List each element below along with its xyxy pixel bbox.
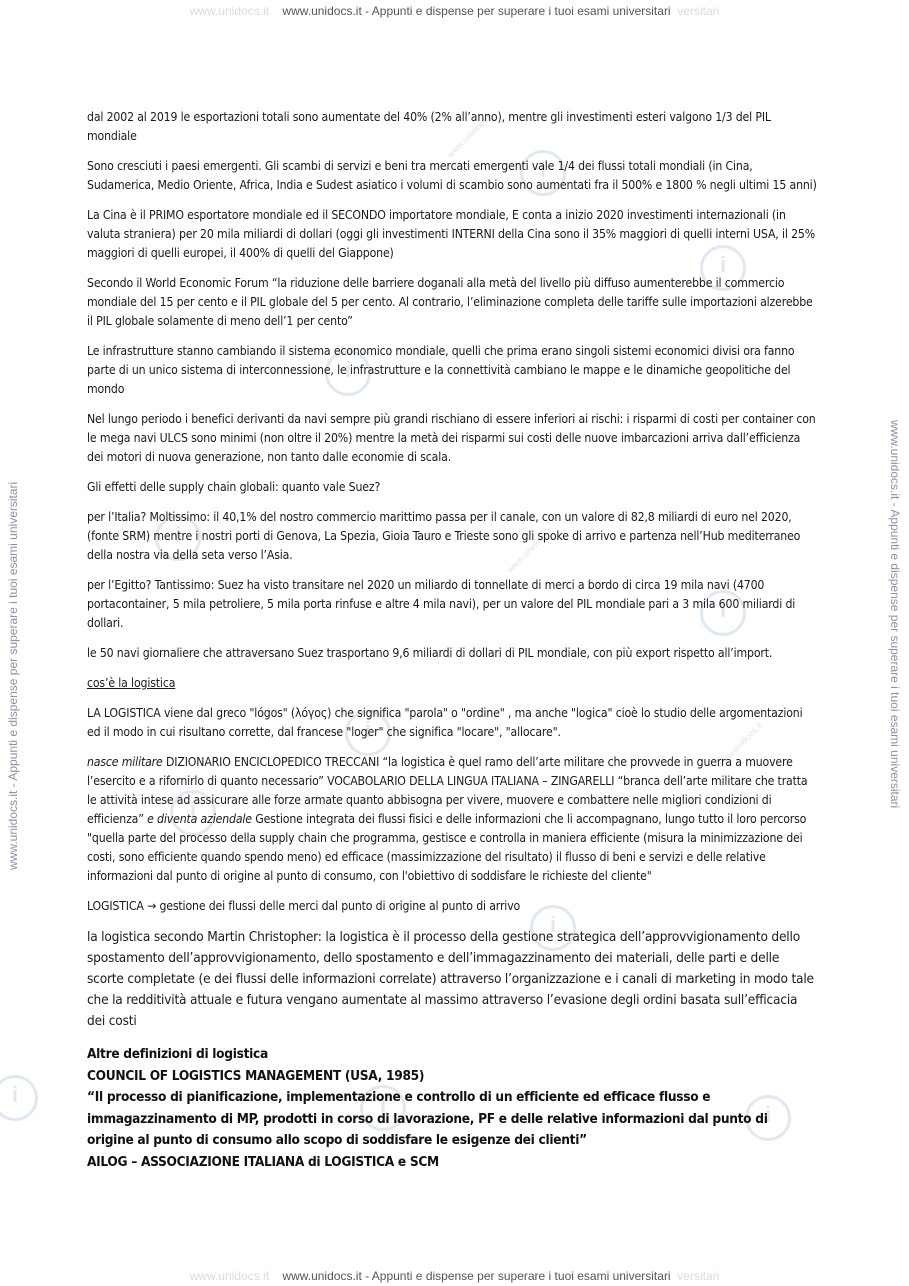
paragraph-exports: dal 2002 al 2019 le esportazioni totali sono aumentate del 40% (2% all’anno), mentre gli investimenti esteri valgono 1/3 del PIL mondiale — [87, 110, 771, 143]
paragraph-suez-question: Gli effetti delle supply chain globali: quanto vale Suez? — [87, 480, 381, 494]
footer-text: www.unidocs.it - Appunti e dispense per superare i tuoi esami universitari — [282, 1269, 671, 1283]
paragraph-wef: Secondo il World Economic Forum “la riduzione delle barriere doganali alla metà del livello più diffuso aumenterebbe il commercio mondiale del 15 per cento e il PIL globale del 5 per cento. Al contrario, l’eliminazione completa delle tariffe sulle importazioni alzerebbe il PIL globale solamente di meno dell’1 per cento” — [87, 276, 813, 328]
text-integrated: Gestione integrata dei flussi fisici e delle informazioni che li accompagnano, lungo tutto il loro percorso "quella parte del processo della supply chain che programma, gestisce e controlla in maniera efficiente (misura la minimizzazione dei costi, sono efficiente quando spendo meno) ed efficace (massimizzazione del risultato) il flusso di beni e servizi e delle relative informazioni dal punto di origine al punto di consumo, con l'obiettivo di soddisfare le richieste del cliente" — [87, 812, 807, 883]
paragraph-daily-ships: le 50 navi giornaliere che attraversano Suez trasportano 9,6 miliardi di dollari di PIL mondiale, con più export rispetto all’import. — [87, 646, 773, 660]
paragraph-military-origin — [87, 753, 817, 886]
paragraph-ships: Nel lungo periodo i benefici derivanti da navi sempre più grandi rischiano di essere inferiori ai rischi: i risparmi di costi per container con le mega navi ULCS sono minimi (non oltre il 20%) mentre la metà dei risparmi sui costi delle nuove imbarcazioni arriva dall’efficienza dei motori di nuova generazione, non tanto dalle economie di scala. — [87, 412, 816, 464]
paragraph-etymology: LA LOGISTICA viene dal greco "lógos" (λόγος) che significa "parola" o "ordine" , ma anche "logica" cioè lo studio delle argomentazioni ed il modo in cui risultano corrette, dal francese "loger" che significa "locare", "allocare". — [87, 706, 803, 739]
paragraph-italy: per l’Italia? Moltissimo: il 40,1% del nostro commercio marittimo passa per il canale, con un valore di 82,8 miliardi di euro nel 2020, (fonte SRM) mentre i nostri porti di Genova, La Spezia, Gioia Tauro e Trieste sono gli spoke di arrivo e partenza nell’Hub mediterraneo della nostra via della seta verso l’Asia. — [87, 510, 801, 562]
definitions-title: Altre definizioni di logistica — [87, 1046, 268, 1062]
text-flows: gestione dei flussi delle merci dal punto di origine al punto di arrivo — [156, 899, 521, 913]
footer-ghost-right: versitari — [677, 1269, 720, 1283]
paragraph-christopher: la logistica secondo Martin Christopher: la logistica è il processo della gestione strategica dell’approvvigionamento dello spostamento dell’approvvigionamento, dello spostamento e dell’immagazzinamento dei materiali, delle parti e delle scorte completate (e dei flussi delle informazioni correlate) attraverso l’organizzazione e i canali di marketing in modo tale che la redditività attuale e futura vengano aumentate al massimo attraverso l’evasione degli ordini basata sull’efficacia dei costi — [87, 929, 814, 1029]
page-header — [0, 4, 909, 18]
definitions-quote: “Il processo di pianificazione, implementazione e controllo di un efficiente ed efficace flusso e immagazzinamento di MP, prodotti in corso di lavorazione, PF e delle relative informazioni dal punto di origine al punto di consumo allo scopo di soddisfare le esigenze dei clienti” — [87, 1089, 768, 1148]
paragraph-egypt: per l’Egitto? Tantissimo: Suez ha visto transitare nel 2020 un miliardo di tonnellate di merci a bordo di circa 19 mila navi (4700 portacontainer, 5 mila petroliere, 5 mila porta rinfuse e altre 4 mila navi), per un valore del PIL mondiale pari a 3 mila 600 miliardi di dollari. — [87, 578, 796, 630]
paragraph-logistica-arrow — [87, 897, 817, 916]
watermark-small-text: www.unidocs.it — [505, 525, 555, 575]
watermark-small-text: www.unidocs.it — [715, 720, 765, 770]
paragraph-emerging: Sono cresciuti i paesi emergenti. Gli scambi di servizi e beni tra mercati emergenti vale 1/4 dei flussi totali mondiali (in Cina, Sudamerica, Medio Oriente, Africa, India e Sudest asiatico i volumi di scambio sono aumentati fra il 500% e 1800 % negli ultimi 15 anni) — [87, 159, 817, 192]
paragraph-china: La Cina è il PRIMO esportatore mondiale ed il SECONDO importatore mondiale, E conta a inizio 2020 investimenti internazionali (in valuta straniera) per 20 mila miliardi di dollari (oggi gli investimenti INTERNI della Cina sono il 35% maggiori di quelli interni USA, il 25% maggiori di quelli europei, il 400% di quelli del Giappone) — [87, 208, 816, 260]
watermark-logo-icon — [0, 1075, 38, 1121]
text-treccani: DIZIONARIO ENCICLOPEDICO TRECCANI “la logistica è quel ramo dell’arte militare che provvede in guerra a muovere l’esercito e a rifornirlo di quanto necessario” VOCABOLARIO DELLA LINGUA ITALIANA – ZINGARELLI “branca dell’arte militare che tratta le attività intese ad assicurare alle forze armate quanto abbisogna per vivere, muovere e combattere nelle migliori condizioni di efficienza” — [87, 755, 808, 826]
header-ghost-left: www.unidocs.it — [189, 4, 270, 18]
footer-ghost-left: www.unidocs.it — [189, 1269, 270, 1283]
header-ghost-right: versitari — [677, 4, 720, 18]
italic-diventa-aziendale: e diventa aziendale — [147, 812, 252, 826]
page-footer — [0, 1269, 909, 1283]
side-watermark-left: www.unidocs.it - Appunti e dispense per superare i tuoi esami universitari — [6, 481, 20, 870]
side-watermark-right: www.unidocs.it - Appunti e dispense per superare i tuoi esami universitari — [888, 420, 902, 809]
document-body — [87, 108, 817, 1173]
arrow-right-icon: → — [147, 899, 157, 913]
paragraph-infrastructure: Le infrastrutture stanno cambiando il sistema economico mondiale, quelli che prima erano singoli sistemi economici divisi ora fanno parte di un unico sistema di interconnessione, le infrastrutture e la connettività cambiano le mappe e le dinamiche geopolitiche del mondo — [87, 344, 795, 396]
italic-nasce-militare: nasce militare — [87, 755, 163, 769]
watermark-small-text: www.unidocs.it — [445, 110, 495, 160]
definitions-block — [87, 1044, 817, 1173]
definitions-org-clm: COUNCIL OF LOGISTICS MANAGEMENT (USA, 1985) — [87, 1067, 425, 1084]
section-heading-logistica: cos’è la logistica — [87, 676, 176, 690]
text-logistica: LOGISTICA — [87, 899, 148, 913]
definitions-org-ailog: AILOG – ASSOCIAZIONE ITALIANA di LOGISTICA e SCM — [87, 1153, 439, 1170]
header-text: www.unidocs.it - Appunti e dispense per superare i tuoi esami universitari — [282, 4, 671, 18]
